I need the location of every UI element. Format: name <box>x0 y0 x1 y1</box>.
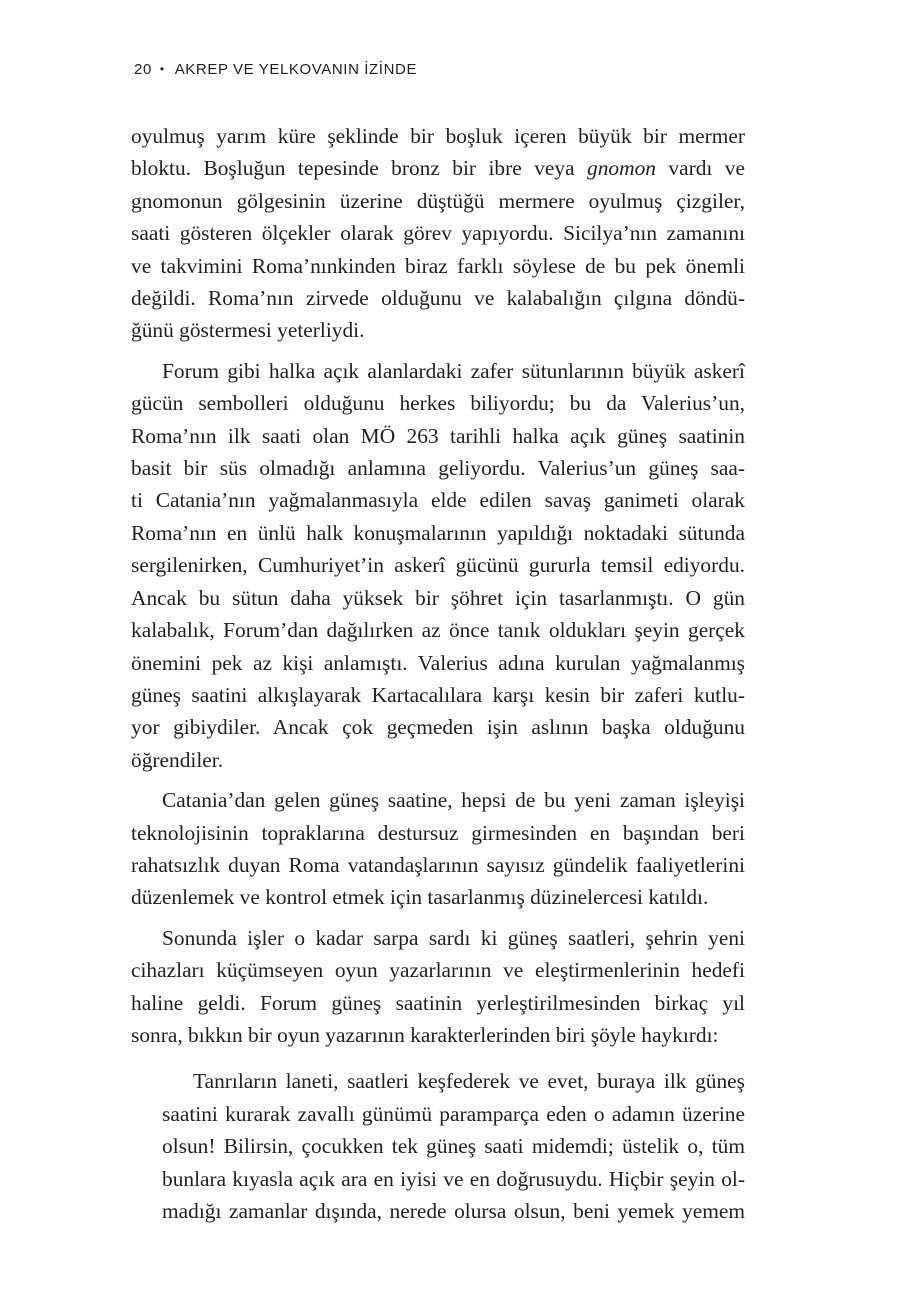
text-line: saati gösteren ölçekler olarak görev yapıyordu. Sicilya’nın zamanını <box>131 221 745 246</box>
text-line: güneş saatini alkışlayarak Kartacalılara karşı kesin bir zaferi kutlu- <box>131 682 745 707</box>
quote-line: saatini kurarak zavallı günümü paramparça eden o adamın üzerine <box>162 1101 745 1126</box>
body-text <box>131 120 745 1227</box>
text-line: önemini pek az kişi anlamıştı. Valerius adına kurulan yağmalanmış <box>131 650 745 675</box>
text-line: rahatsızlık duyan Roma vatandaşlarının sayısız gündelik faaliyetlerini <box>131 852 745 877</box>
text-line: Ancak bu sütun daha yüksek bir şöhret için tasarlanmıştı. O gün <box>131 585 745 610</box>
text-line: ti Catania’nın yağmalanmasıyla elde edilen savaş ganimeti olarak <box>131 488 745 513</box>
quote-line: madığı zamanlar dışında, nerede olursa olsun, beni yemek yemem <box>162 1199 745 1223</box>
text-line: sonra, bıkkın bir oyun yazarının karakterlerinden biri şöyle haykırdı: <box>131 1022 719 1047</box>
text-line: gnomonun gölgesinin üzerine düştüğü mermere oyulmuş çizgiler, <box>131 188 745 213</box>
page-number: 20 <box>134 61 152 78</box>
text-line: kalabalık, Forum’dan dağılırken az önce tanık oldukları şeyin gerçek <box>131 618 745 643</box>
text-line: ğünü göstermesi yeterliydi. <box>131 318 365 343</box>
paragraph-2 <box>131 355 745 776</box>
text-line: ve takvimini Roma’nınkinden biraz farklı söylese de bu pek önemli <box>131 253 745 278</box>
text-line: sergilenirken, Cumhuriyet’in askerî gücünü gururla temsil ediyordu. <box>131 553 745 578</box>
paragraph-4 <box>131 922 745 1052</box>
paragraph-1 <box>131 120 745 347</box>
text-line: oyulmuş yarım küre şeklinde bir boşluk içeren büyük bir mermer <box>131 124 745 148</box>
text-line: Roma’nın en ünlü halk konuşmalarının yapıldığı noktadaki sütunda <box>131 520 745 545</box>
running-header <box>134 61 417 78</box>
paragraph-3 <box>131 784 745 914</box>
text-line: gücün sembolleri olduğunu herkes biliyordu; bu da Valerius’un, <box>131 391 745 416</box>
text-line: Catania’dan gelen güneş saatine, hepsi de bu yeni zaman işleyişi <box>162 788 745 813</box>
block-quote <box>162 1065 745 1227</box>
quote-line: olsun! Bilirsin, çocukken tek güneş saati midemdi; üstelik o, tüm <box>162 1134 745 1159</box>
text-segment: bloktu. Boşluğun tepesinde bronz bir ibre veya <box>131 156 588 181</box>
quote-line: bunlara kıyasla açık ara en iyisi ve en doğrusuydu. Hiçbir şeyin ol- <box>162 1166 745 1191</box>
text-line: haline geldi. Forum güneş saatinin yerleştirilmesinden birkaç yıl <box>131 990 745 1015</box>
text-line: Forum gibi halka açık alanlardaki zafer sütunlarının büyük askerî <box>162 358 745 383</box>
text-line: Roma’nın ilk saati olan MÖ 263 tarihli halka açık güneş saatinin <box>131 423 745 448</box>
text-line: yor gibiydiler. Ancak çok geçmeden işin aslının başka olduğunu <box>131 715 745 740</box>
text-line: cihazları küçümseyen oyun yazarlarının ve eleştirmenlerinin hedefi <box>131 958 745 983</box>
text-line: değildi. Roma’nın zirvede olduğunu ve kalabalığın çılgına döndü- <box>131 286 745 311</box>
text-line: öğrendiler. <box>131 747 224 772</box>
emphasis-gnomon: gnomon <box>587 156 656 181</box>
text-line: teknolojisinin topraklarına destursuz girmesinden en başından beri <box>131 820 745 845</box>
text-line: Sonunda işler o kadar sarpa sardı ki güneş saatleri, şehrin yeni <box>162 925 745 950</box>
text-line <box>131 152 745 184</box>
text-line: düzenlemek ve kontrol etmek için tasarlanmış düzinelercesi katıldı. <box>131 885 709 910</box>
book-title: AKREP VE YELKOVANIN İZİNDE <box>174 61 418 78</box>
text-segment: vardı ve <box>655 156 745 181</box>
text-line: basit bir süs olmadığı anlamına geliyordu. Valerius’un güneş saa- <box>131 456 745 481</box>
header-separator: • <box>159 62 165 76</box>
quote-line: Tanrıların laneti, saatleri keşfederek ve evet, buraya ilk güneş <box>193 1069 745 1094</box>
